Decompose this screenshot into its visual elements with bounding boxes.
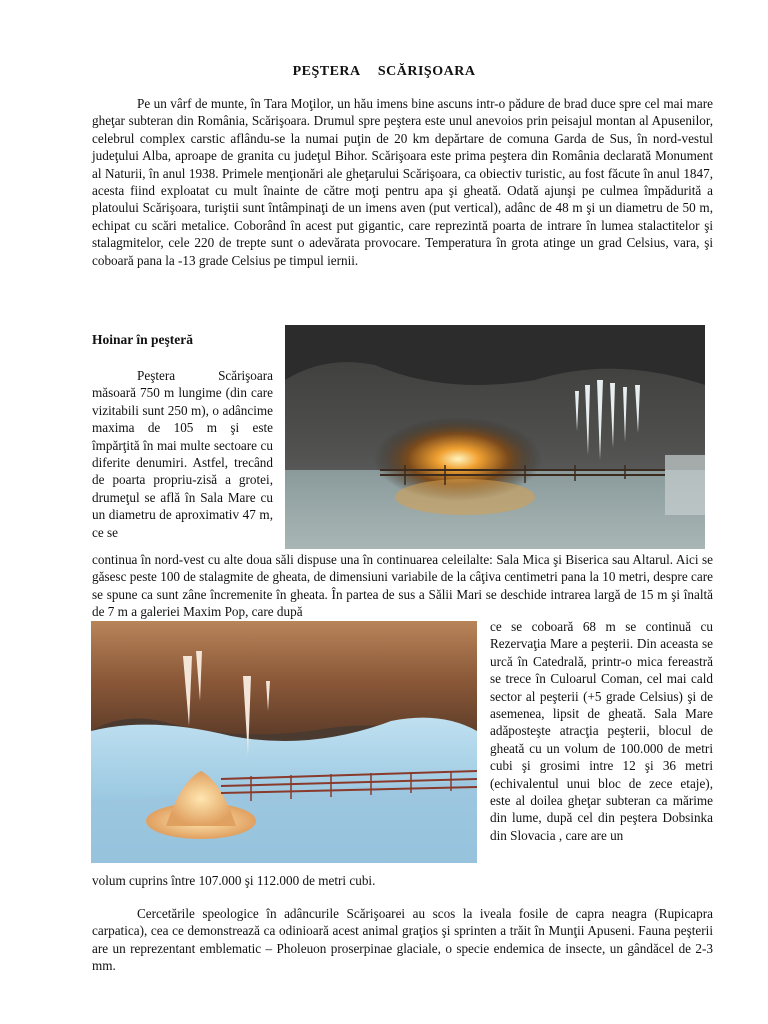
cave-lake-photo xyxy=(285,325,705,549)
paragraph-full-width: continua în nord-vest cu alte doua săli dispuse una în continuarea celeilalte: Sala Mica şi Biserica sau Altarul. Aici se găsesc peste 100 de stalagmite de gheata, de dimensiuni variabile de la câţiva centimetri pana la 10 metri, despre care se spune ca sunt zâne încremenite în gheata. În partea de sus a Sălii Mari se deschide intrarea largă de 15 m şi înaltă de 7 m a galeriei Maxim Pop, care după xyxy=(92,552,713,620)
intro-paragraph: Pe un vârf de munte, în Tara Moţilor, un hău imens bine ascuns intr-o pădure de brad duce spre cel mai mare gheţar subteran din România, Scărişoara. Drumul spre peştera este unul anevoios prin peisajul montan al Apusenilor, celebrul complex carstic aflându-se la numai puţin de 20 km depărtare de comuna Garda de Sus, în nord-vestul judeţului Alba, aproape de granita cu judeţul Bihor. Scărişoara este prima peştera din România declarată Monument al Naturii, în anul 1938. Primele menţionări ale gheţarului Scărişoara, ca obiectiv turistic, au fost făcute în anul 1847, acesta fiind exploatat cu mult înainte de către moţi pentru apa şi gheată. Odată ajunşi pe culmea împădurită a platoului Scărişoara, turiştii sunt întâmpinaţi de un imens aven (put vertical), adânc de 48 m şi un diametru de 50 m, echipat cu scări metalice. Coborând în acest put gigantic, care reprezintă poarta de intrare în lumea stalactitelor şi stalagmitelor, cele 220 de trepte sunt o adevărata provocare. Temperatura în grota atinge un grad Celsius, vara, şi coboară pana la -13 grade Celsius pe timpul iernii. xyxy=(92,96,713,268)
paragraph-continuation: volum cuprins între 107.000 şi 112.000 de metri cubi. xyxy=(92,873,376,888)
paragraph-right-of-photo: ce se coboară 68 m se continuă cu Rezervaţia Mare a peşterii. Din aceasta se urcă în Catedrală, printr-o mica fereastră se trece în Culoarul Coman, cel mai cald sector al peşterii (+5 grade Celsius) şi de asemenea, lipsit de gheată. Sala Mare adăposteşte atracţia peşterii, blocul de gheată cu un volum de 100.000 de metri cubi şi grosimi intre 12 şi 36 metri (echivalentul unui bloc de zece etaje), este al doilea gheţar subteran ca mărime din lume, după cel din peştera Dobsinka din Slovacia , care are un xyxy=(490,619,713,843)
paragraph-left-of-photo: Peştera Scărişoara măsoară 750 m lungime (din care vizitabili sunt 250 m), o adâncime maxima de 105 m şi este împărţită în mai multe sectoare cu diferite denumiri. Astfel, trecând de poarta propriu-zisă a grotei, drumeţul se află în Sala Mare cu un diametru de aproximativ 47 m, ce se xyxy=(92,368,273,540)
ice-cave-photo xyxy=(91,621,477,863)
final-paragraph: Cercetările speologice în adâncurile Scărişoarei au scos la iveala fosile de capra neagra (Rupicapra carpatica), cea ce demonstrează ca odinioară acest animal graţios şi sprinten a trăit în Munţii Apuseni. Fauna peşterii are un reprezentant emblematic – Pholeuon proserpinae glaciale, o specie endemica de insecte, un gândăcel de 2-3 mm. xyxy=(92,906,713,974)
page-title: PEŞTERA SCĂRIŞOARA xyxy=(292,64,476,79)
section-heading: Hoinar în peşteră xyxy=(92,332,193,347)
